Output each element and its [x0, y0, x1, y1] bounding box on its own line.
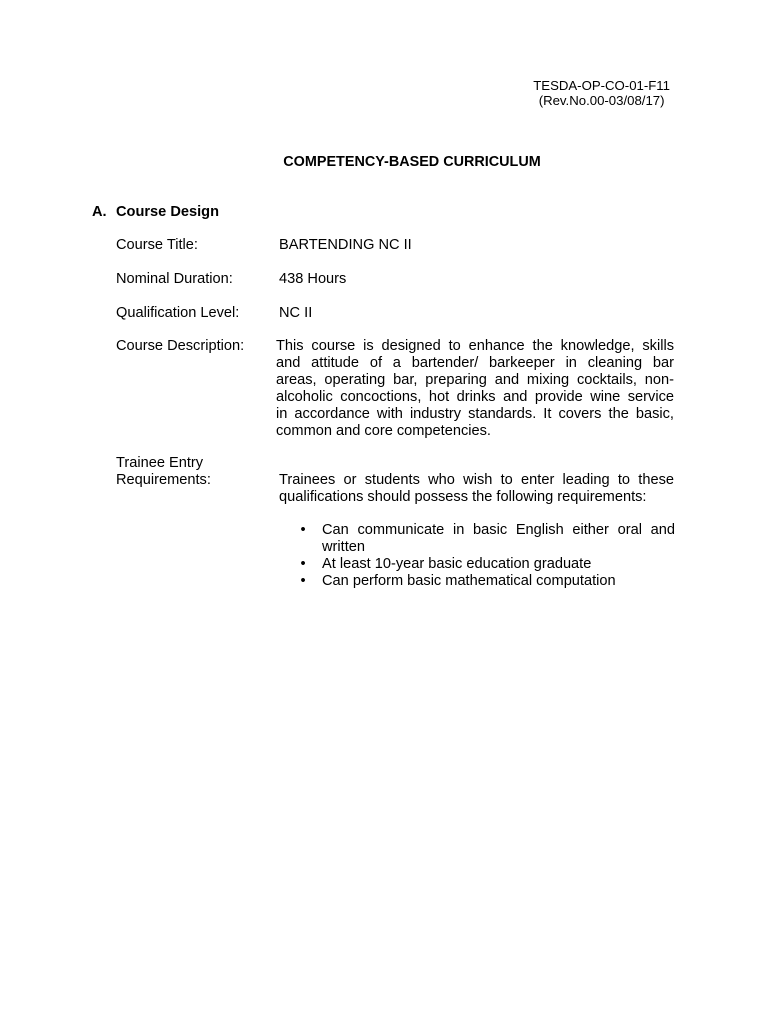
bullet-icon: • [300, 556, 306, 572]
list-item [297, 556, 675, 573]
course-description-label: Course Description: [116, 338, 245, 354]
course-title-label: Course Title: [116, 237, 198, 253]
form-code: TESDA-OP-CO-01-F11 [533, 78, 670, 93]
course-description-line: alcoholic concoctions, hot drinks and provide wine service [276, 389, 674, 405]
bullet-icon: • [300, 573, 306, 589]
trainee-entry-label-line2: Requirements: [116, 472, 211, 488]
document-title: COMPETENCY-BASED CURRICULUM [283, 154, 541, 170]
qualification-level-value: NC II [279, 305, 313, 321]
list-item [297, 522, 675, 556]
trainee-entry-intro [279, 472, 674, 506]
course-title-value: BARTENDING NC II [279, 237, 412, 253]
trainee-entry-intro-line: Trainees or students who wish to enter leading to these [279, 472, 674, 488]
form-code-block [533, 78, 670, 108]
section-heading-course-design [92, 204, 219, 221]
qualification-level-label: Qualification Level: [116, 305, 240, 321]
nominal-duration-label: Nominal Duration: [116, 271, 233, 287]
requirement-text: Can perform basic mathematical computation [322, 573, 616, 589]
section-title: Course Design [116, 204, 219, 220]
list-item [297, 573, 675, 590]
nominal-duration-value: 438 Hours [279, 271, 347, 287]
course-description-line: areas, operating bar, preparing and mixing cocktails, non- [276, 372, 674, 388]
course-description-line: This course is designed to enhance the knowledge, skills [276, 338, 674, 354]
revision-number: (Rev.No.00-03/08/17) [538, 93, 665, 108]
course-description-line: common and core competencies. [276, 423, 491, 439]
bullet-icon: • [300, 522, 306, 538]
requirement-text: At least 10-year basic education graduate [322, 556, 592, 572]
trainee-entry-intro-line: qualifications should possess the following requirements: [279, 489, 647, 505]
course-description-text [276, 338, 674, 440]
requirements-list [297, 522, 675, 590]
section-letter: A. [92, 204, 107, 220]
trainee-entry-label-line1: Trainee Entry [116, 455, 204, 471]
course-description-line: and attitude of a bartender/ barkeeper in cleaning bar [276, 355, 674, 371]
requirement-text: Can communicate in basic English either oral and written [322, 522, 675, 555]
course-description-line: in accordance with industry standards. It covers the basic, [276, 406, 674, 422]
